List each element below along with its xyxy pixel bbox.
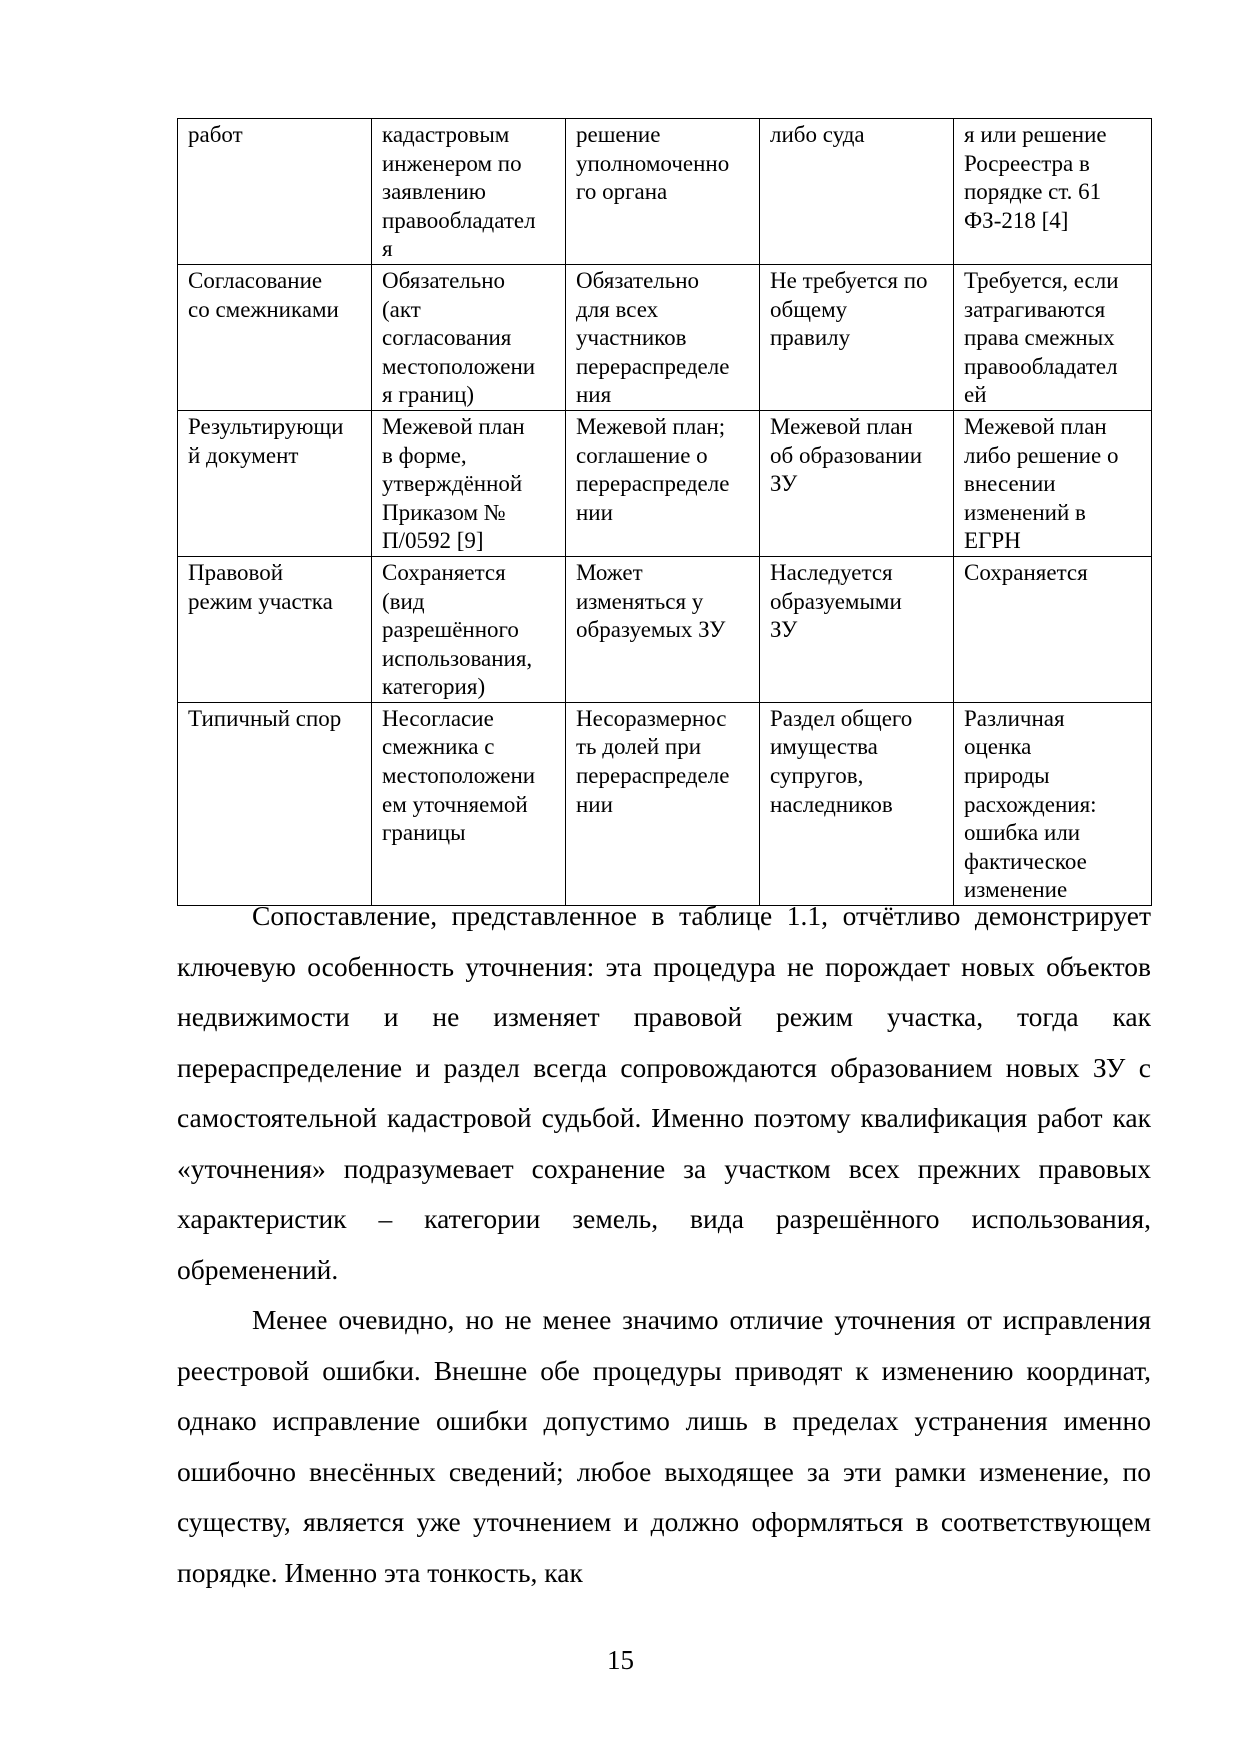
table-cell: Межевой план; соглашение о перераспределе нии <box>566 410 760 556</box>
table-cell: Правовой режим участка <box>178 556 372 702</box>
table-cell: Требуется, если затрагиваются права смежных правообладател ей <box>954 264 1152 410</box>
table-cell: Обязательно для всех участников перераспределе ния <box>566 264 760 410</box>
table-cell: решение уполномоченно го органа <box>566 119 760 265</box>
table-cell: либо суда <box>760 119 954 265</box>
table-cell: Согласование со смежниками <box>178 264 372 410</box>
table-row <box>178 556 1152 702</box>
table-cell: Несогласие смежника с местоположени ем уточняемой границы <box>372 702 566 905</box>
table-cell: Раздел общего имущества супругов, наследников <box>760 702 954 905</box>
table-cell: Межевой план либо решение о внесении изменений в ЕГРН <box>954 410 1152 556</box>
table-cell: Не требуется по общему правилу <box>760 264 954 410</box>
comparison-table <box>177 118 1152 906</box>
table-row <box>178 264 1152 410</box>
table-cell: работ <box>178 119 372 265</box>
page-number: 15 <box>607 1645 634 1675</box>
body-text <box>177 891 1151 1598</box>
paragraph: Менее очевидно, но не менее значимо отличие уточнения от исправления реестровой ошибки. Внешне обе процедуры приводят к изменению координат, однако исправление ошибки допустимо лишь в пределах устранения именно ошибочно внесённых сведений; любое выходящее за эти рамки изменение, по существу, является уже уточнением и должно оформляться в соответствующем порядке. Именно эта тонкость, как <box>177 1304 1151 1588</box>
table-row <box>178 410 1152 556</box>
table-cell: Результирующи й документ <box>178 410 372 556</box>
table-cell: Наследуется образуемыми ЗУ <box>760 556 954 702</box>
table-cell: кадастровым инженером по заявлению правообладател я <box>372 119 566 265</box>
table-cell: Сохраняется (вид разрешённого использования, категория) <box>372 556 566 702</box>
table-row <box>178 119 1152 265</box>
table-cell: Межевой план об образовании ЗУ <box>760 410 954 556</box>
table-cell: я или решение Росреестра в порядке ст. 61 ФЗ-218 [4] <box>954 119 1152 265</box>
table-cell: Межевой план в форме, утверждённой Приказом № П/0592 [9] <box>372 410 566 556</box>
table-cell: Несоразмернос ть долей при перераспределе нии <box>566 702 760 905</box>
table-cell: Обязательно (акт согласования местоположени я границ) <box>372 264 566 410</box>
paragraph: Сопоставление, представленное в таблице 1.1, отчётливо демонстрирует ключевую особенность уточнения: эта процедура не порождает новых объектов недвижимости и не изменяет правовой режим участка, тогда как перераспределение и раздел всегда сопровождаются образованием новых ЗУ с самостоятельной кадастровой судьбой. Именно поэтому квалификация работ как «уточнения» подразумевает сохранение за участком всех прежних правовых характеристик – категории земель, вида разрешённого использования, обременений. <box>177 900 1151 1285</box>
table-cell: Типичный спор <box>178 702 372 905</box>
table-cell: Сохраняется <box>954 556 1152 702</box>
table-cell: Может изменяться у образуемых ЗУ <box>566 556 760 702</box>
table-cell: Различная оценка природы расхождения: ошибка или фактическое изменение <box>954 702 1152 905</box>
table-row <box>178 702 1152 905</box>
